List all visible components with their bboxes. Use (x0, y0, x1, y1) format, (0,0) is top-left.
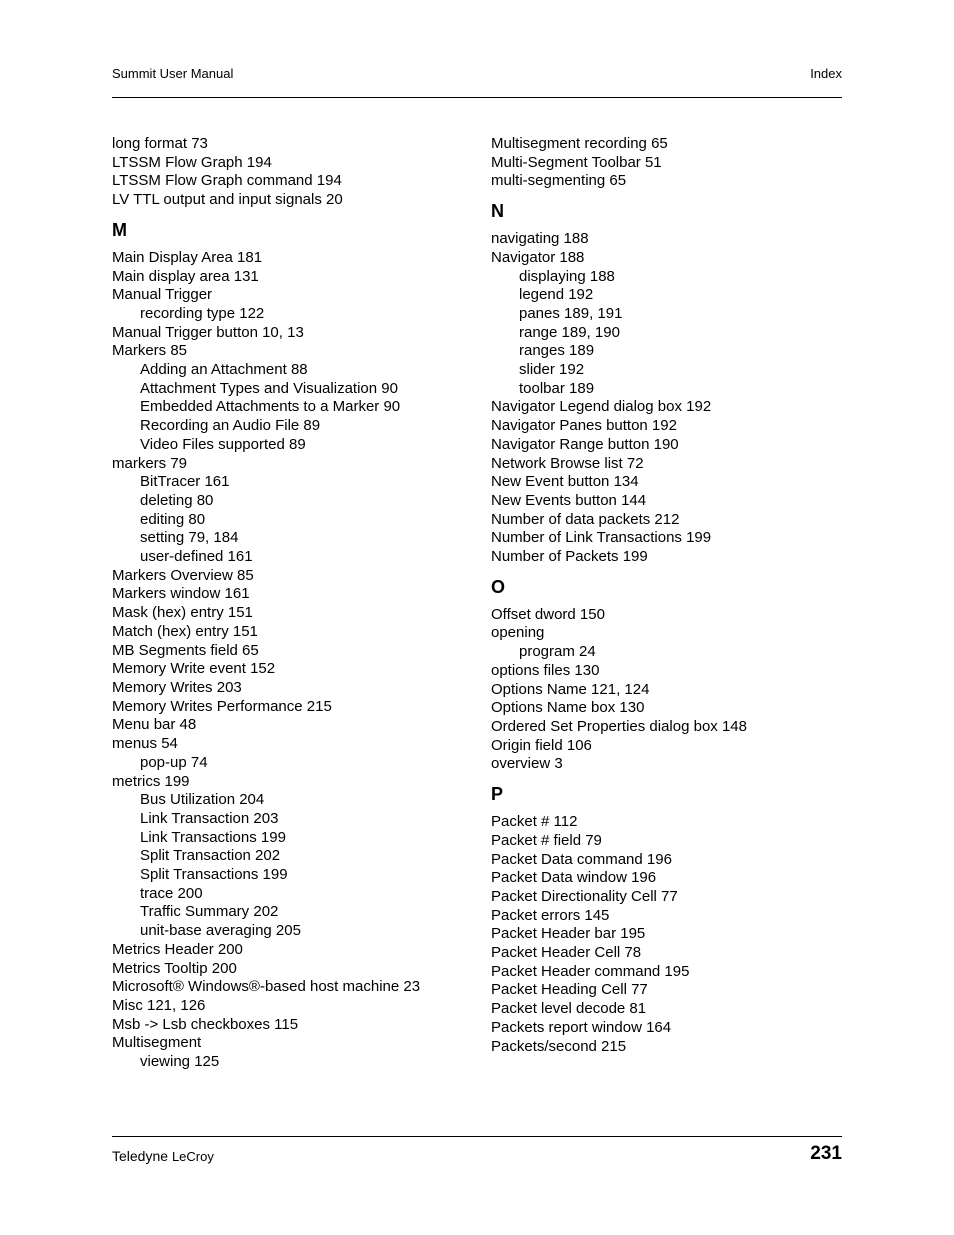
index-entry: Number of data packets 212 (491, 510, 680, 528)
index-entry: Mask (hex) entry 151 (112, 604, 253, 622)
index-entry: Packet # field 79 (491, 831, 602, 849)
index-entry: opening (491, 624, 545, 642)
index-subentry: Link Transaction 203 (140, 809, 279, 827)
index-subentry: setting 79, 184 (140, 529, 239, 547)
index-entry: long format 73 (112, 135, 208, 152)
index-entry: Number of Link Transactions 199 (491, 529, 712, 547)
index-entry: Navigator Legend dialog box 192 (491, 398, 712, 416)
index-subentry: Attachment Types and Visualization 90 (140, 379, 398, 397)
index-entry: Origin field 106 (491, 736, 592, 754)
index-entry: markers 79 (112, 454, 188, 472)
index-entry: Manual Trigger (112, 286, 213, 304)
index-entry: Microsoft® Windows®-based host machine 23 (112, 978, 421, 996)
index-entry: Navigator Range button 190 (491, 435, 679, 453)
index-subentry: toolbar 189 (519, 379, 595, 397)
index-subentry: range 189, 190 (519, 323, 620, 341)
index-subentry: Recording an Audio File 89 (140, 417, 321, 435)
index-entry: Main Display Area 181 (112, 248, 263, 266)
index-subentry: editing 80 (140, 510, 206, 528)
index-entry: overview 3 (491, 755, 563, 773)
index-entry: Packet # 112 (491, 813, 578, 831)
index-entry: Packet Header bar 195 (491, 925, 646, 943)
page-number: 231 (810, 1143, 842, 1164)
index-column-right (491, 135, 851, 1056)
index-subentry: recording type 122 (140, 304, 265, 322)
index-subentry: viewing 125 (140, 1053, 220, 1071)
index-entry: options files 130 (491, 661, 600, 679)
index-entry: Packet Heading Cell 77 (491, 981, 648, 999)
index-entry: Navigator 188 (491, 248, 585, 266)
index-entry: Packet Header Cell 78 (491, 944, 642, 962)
index-entry: Main display area 131 (112, 267, 259, 285)
index-entry: Memory Writes Performance 215 (112, 697, 332, 715)
index-entry: Network Browse list 72 (491, 454, 644, 472)
footer-divider (112, 1136, 842, 1137)
index-subentry: unit-base averaging 205 (140, 922, 301, 940)
index-entry: Packet Directionality Cell 77 (491, 887, 678, 905)
index-subentry: Bus Utilization 204 (140, 791, 265, 809)
index-entry: Manual Trigger button 10, 13 (112, 323, 304, 341)
index-subentry: Split Transaction 202 (140, 847, 281, 865)
index-entry: Memory Writes 203 (112, 678, 242, 696)
index-entry: Packet errors 145 (491, 906, 610, 924)
index-entry: menus 54 (112, 735, 178, 753)
index-subentry: deleting 80 (140, 491, 214, 509)
index-subentry: ranges 189 (519, 342, 595, 360)
index-subentry: legend 192 (519, 286, 594, 304)
footer-company-suffix: LeCroy (171, 1149, 214, 1164)
index-entry: Menu bar 48 (112, 716, 197, 734)
index-subentry: displaying 188 (519, 267, 615, 285)
index-subentry: panes 189, 191 (519, 304, 623, 322)
index-entry: Metrics Header 200 (112, 940, 243, 958)
section-letter: N (491, 201, 504, 222)
index-column-left (112, 135, 472, 1072)
index-subentry: trace 200 (140, 884, 203, 902)
index-entry: Packets/second 215 (491, 1037, 627, 1055)
index-entry: Options Name 121, 124 (491, 680, 650, 698)
index-entry: Number of Packets 199 (491, 548, 648, 566)
index-entry: Metrics Tooltip 200 (112, 959, 237, 977)
index-subentry: program 24 (519, 643, 596, 661)
index-entry: Multisegment (112, 1034, 202, 1052)
index-entry: Ordered Set Properties dialog box 148 (491, 717, 747, 735)
index-subentry: Traffic Summary 202 (140, 903, 279, 921)
index-subentry: BitTracer 161 (140, 473, 230, 491)
header-section-name: Index (810, 66, 842, 81)
index-subentry: Adding an Attachment 88 (140, 361, 308, 379)
section-letter: M (112, 219, 127, 240)
index-entry: Markers 85 (112, 342, 188, 360)
index-entry: LTSSM Flow Graph 194 (112, 153, 272, 171)
index-subentry: user-defined 161 (140, 548, 253, 566)
index-entry: Markers window 161 (112, 585, 250, 603)
index-entry: metrics 199 (112, 772, 190, 790)
index-entry: Navigator Panes button 192 (491, 417, 677, 435)
index-entry: Match (hex) entry 151 (112, 622, 258, 640)
index-entry: New Event button 134 (491, 473, 639, 491)
index-entry: Msb -> Lsb checkboxes 115 (112, 1015, 299, 1033)
index-entry: Packet Header command 195 (491, 962, 690, 980)
index-entry: Multisegment recording 65 (491, 135, 668, 152)
section-letter: O (491, 576, 506, 597)
index-subentry: pop-up 74 (140, 753, 208, 771)
index-entry: Packets report window 164 (491, 1018, 672, 1036)
index-subentry: slider 192 (519, 361, 585, 379)
index-entry: New Events button 144 (491, 491, 647, 509)
index-entry: Markers Overview 85 (112, 566, 254, 584)
index-entry: multi-segmenting 65 (491, 172, 627, 190)
index-subentry: Link Transactions 199 (140, 828, 286, 846)
index-subentry: Video Files supported 89 (140, 435, 306, 453)
index-entry: Packet Data window 196 (491, 869, 657, 887)
index-entry: Memory Write event 152 (112, 660, 276, 678)
index-subentry: Split Transactions 199 (140, 866, 288, 884)
index-entry: LTSSM Flow Graph command 194 (112, 172, 342, 190)
footer-company-name: Teledyne (112, 1148, 169, 1164)
header-divider (112, 97, 842, 98)
index-entry: navigating 188 (491, 230, 589, 248)
index-entry: Packet level decode 81 (491, 1000, 647, 1018)
index-entry: Misc 121, 126 (112, 996, 206, 1014)
index-entry: MB Segments field 65 (112, 641, 259, 659)
footer-company (112, 1148, 214, 1164)
index-entry: LV TTL output and input signals 20 (112, 191, 343, 209)
index-entry: Packet Data command 196 (491, 850, 672, 868)
index-entry: Multi-Segment Toolbar 51 (491, 153, 662, 171)
index-entry: Offset dword 150 (491, 605, 605, 623)
index-subentry: Embedded Attachments to a Marker 90 (140, 398, 401, 416)
header-manual-title: Summit User Manual (112, 66, 234, 81)
section-letter: P (491, 784, 504, 805)
index-entry: Options Name box 130 (491, 699, 645, 717)
